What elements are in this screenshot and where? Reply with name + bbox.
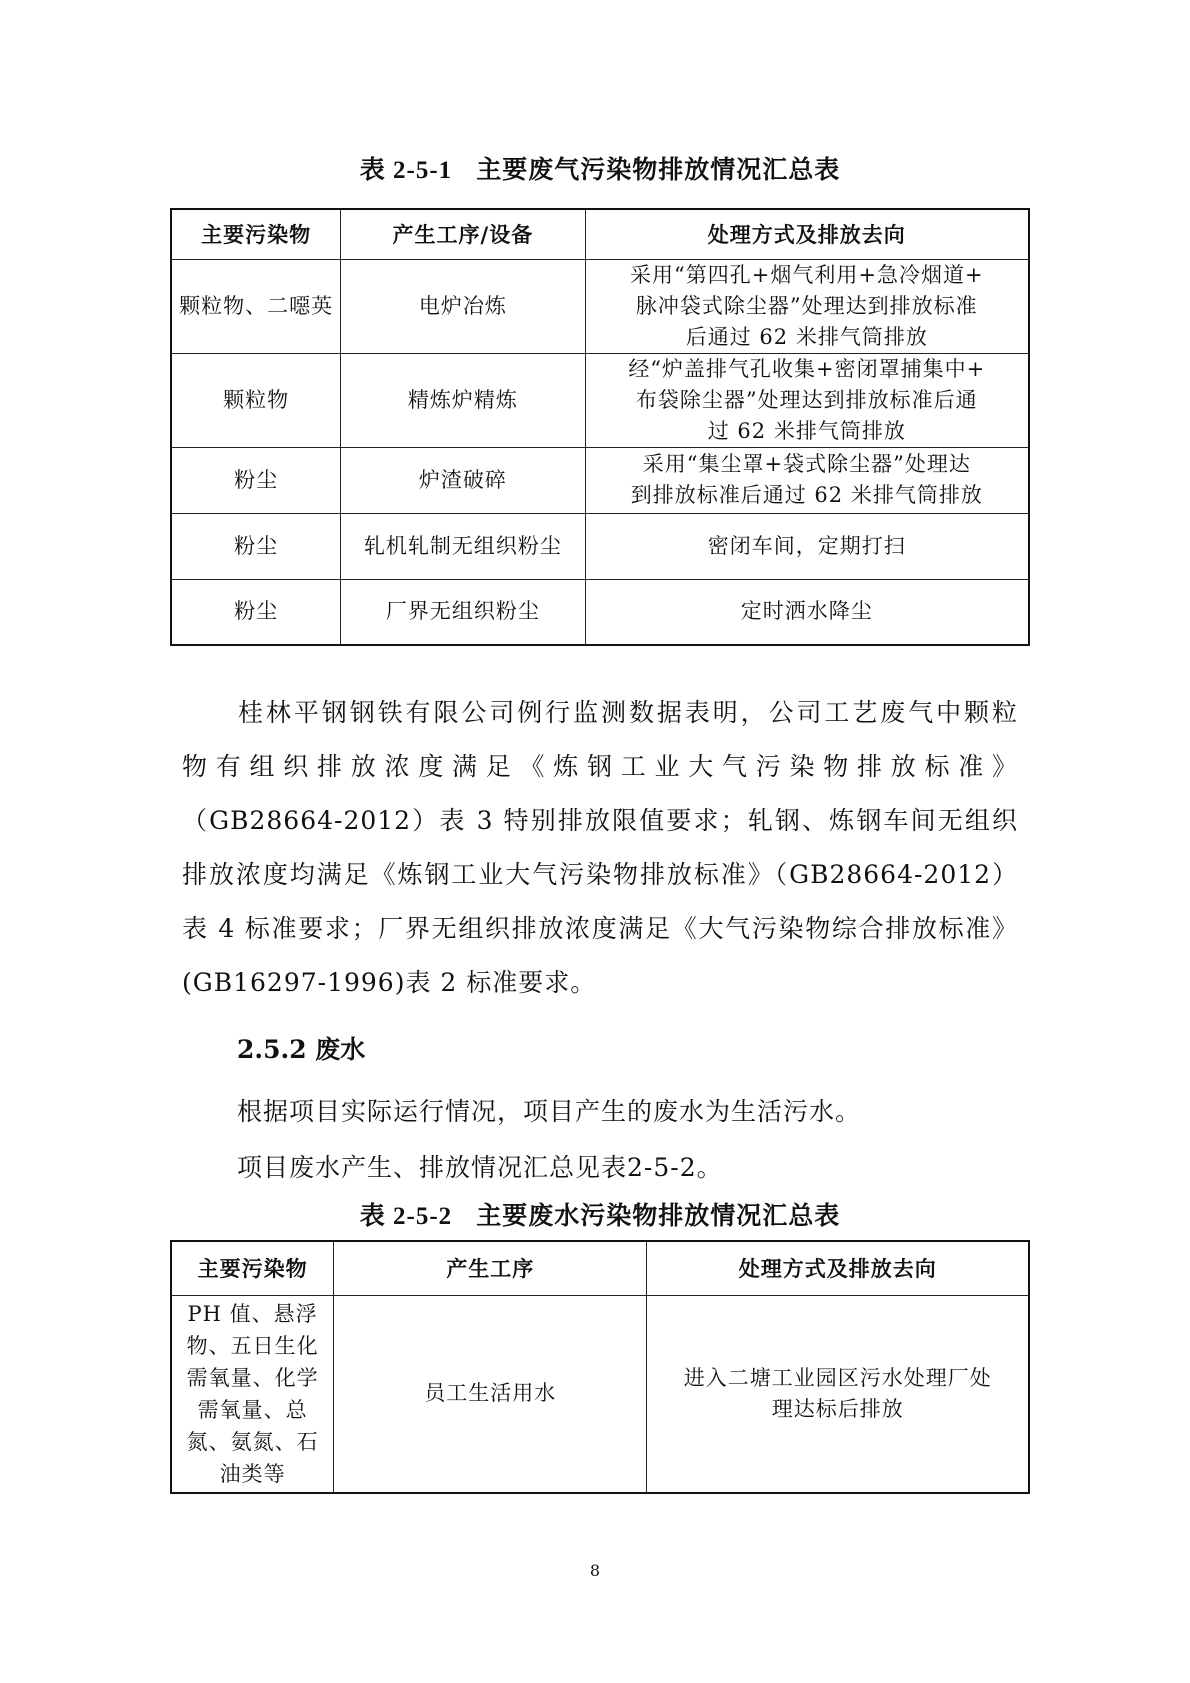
table2-header-process: 产生工序	[334, 1241, 647, 1295]
monitoring-paragraph	[182, 686, 1018, 1010]
table1-caption-number: 表 2-5-1	[359, 157, 453, 184]
pollutant-line: 氮、氨氮、石	[186, 1429, 319, 1454]
paragraph-line: (GB16297-1996)表 2 标准要求。	[182, 968, 597, 997]
pollutant-cell: 粉尘	[171, 447, 341, 513]
table2-caption-number: 表 2-5-2	[359, 1203, 453, 1230]
table2-caption-title: 主要废水污染物排放情况汇总表	[476, 1201, 841, 1230]
process-cell: 精炼炉精炼	[341, 353, 585, 447]
treatment-line: 过 62 米排气筒排放	[707, 418, 906, 443]
table1-header-row	[171, 209, 1029, 259]
table1-caption-title: 主要废气污染物排放情况汇总表	[476, 155, 841, 184]
treatment-cell	[647, 1295, 1029, 1493]
treatment-line: 后通过 62 米排气筒排放	[685, 324, 928, 349]
table-row	[171, 513, 1029, 579]
pollutant-cell	[171, 1295, 334, 1493]
treatment-line: 采用“集尘罩+袋式除尘器”处理达	[642, 452, 971, 476]
wastewater-table	[170, 1240, 1030, 1494]
treatment-line: 理达标后排放	[771, 1396, 904, 1421]
section-heading: 2.5.2 废水	[237, 1035, 366, 1064]
process-cell: 电炉冶炼	[341, 259, 585, 353]
page-number: 8	[589, 1561, 601, 1580]
treatment-line: 布袋除尘器”处理达到排放标准后通	[635, 387, 978, 412]
pollutant-line: 物、五日生化	[186, 1333, 319, 1358]
table1-header-pollutant: 主要污染物	[171, 209, 341, 259]
process-cell: 厂界无组织粉尘	[341, 579, 585, 645]
table1-header-process: 产生工序/设备	[341, 209, 585, 259]
table-row	[171, 353, 1029, 447]
exhaust-gas-table	[170, 208, 1030, 646]
process-cell: 轧机轧制无组织粉尘	[341, 513, 585, 579]
pollutant-cell: 粉尘	[171, 579, 341, 645]
table-row	[171, 1295, 1029, 1493]
paragraph-line: 物有组织排放浓度满足《炼钢工业大气污染物排放标准》	[182, 752, 1018, 781]
table-row	[171, 579, 1029, 645]
pollutant-line: 需氧量、总	[197, 1397, 308, 1422]
treatment-cell	[585, 259, 1029, 353]
pollutant-cell: 粉尘	[171, 513, 341, 579]
pollutant-line: PH 值、悬浮	[187, 1301, 318, 1326]
table1-header-treatment: 处理方式及排放去向	[585, 209, 1029, 259]
paragraph-line: 排放浓度均满足《炼钢工业大气污染物排放标准》（GB28664-2012）	[182, 860, 1018, 889]
table2-header-pollutant: 主要污染物	[171, 1241, 334, 1295]
pollutant-line: 油类等	[219, 1461, 286, 1486]
table1-caption	[170, 150, 1030, 186]
table2-header-row	[171, 1241, 1029, 1295]
treatment-cell: 定时洒水降尘	[585, 579, 1029, 645]
treatment-line: 经“炉盖排气孔收集+密闭罩捕集中+	[628, 356, 986, 381]
treatment-line: 进入二塘工业园区污水处理厂处	[683, 1365, 992, 1390]
table2-header-treatment: 处理方式及排放去向	[647, 1241, 1029, 1295]
pollutant-line: 需氧量、化学	[186, 1365, 319, 1390]
treatment-line: 采用“第四孔+烟气利用+急冷烟道+	[630, 262, 984, 287]
paragraph-line: 表 4 标准要求；厂界无组织排放浓度满足《大气污染物综合排放标准》	[182, 914, 1018, 943]
body-text-line: 根据项目实际运行情况，项目产生的废水为生活污水。	[237, 1097, 862, 1126]
paragraph-line: 桂林平钢钢铁有限公司例行监测数据表明，公司工艺废气中颗粒	[238, 698, 1018, 727]
treatment-cell: 密闭车间，定期打扫	[585, 513, 1029, 579]
table-row	[171, 447, 1029, 513]
table-row	[171, 259, 1029, 353]
body-text-line: 项目废水产生、排放情况汇总见表2-5-2。	[237, 1153, 723, 1182]
pollutant-cell: 颗粒物、二噁英	[171, 259, 341, 353]
treatment-line: 脉冲袋式除尘器”处理达到排放标准	[635, 293, 978, 318]
treatment-line: 到排放标准后通过 62 米排气筒排放	[630, 483, 983, 507]
process-cell: 员工生活用水	[334, 1295, 647, 1493]
treatment-cell	[585, 353, 1029, 447]
treatment-cell	[585, 447, 1029, 513]
process-cell: 炉渣破碎	[341, 447, 585, 513]
paragraph-line: （GB28664-2012）表 3 特别排放限值要求；轧钢、炼钢车间无组织	[182, 806, 1018, 835]
pollutant-cell: 颗粒物	[171, 353, 341, 447]
table2-caption	[170, 1196, 1030, 1232]
